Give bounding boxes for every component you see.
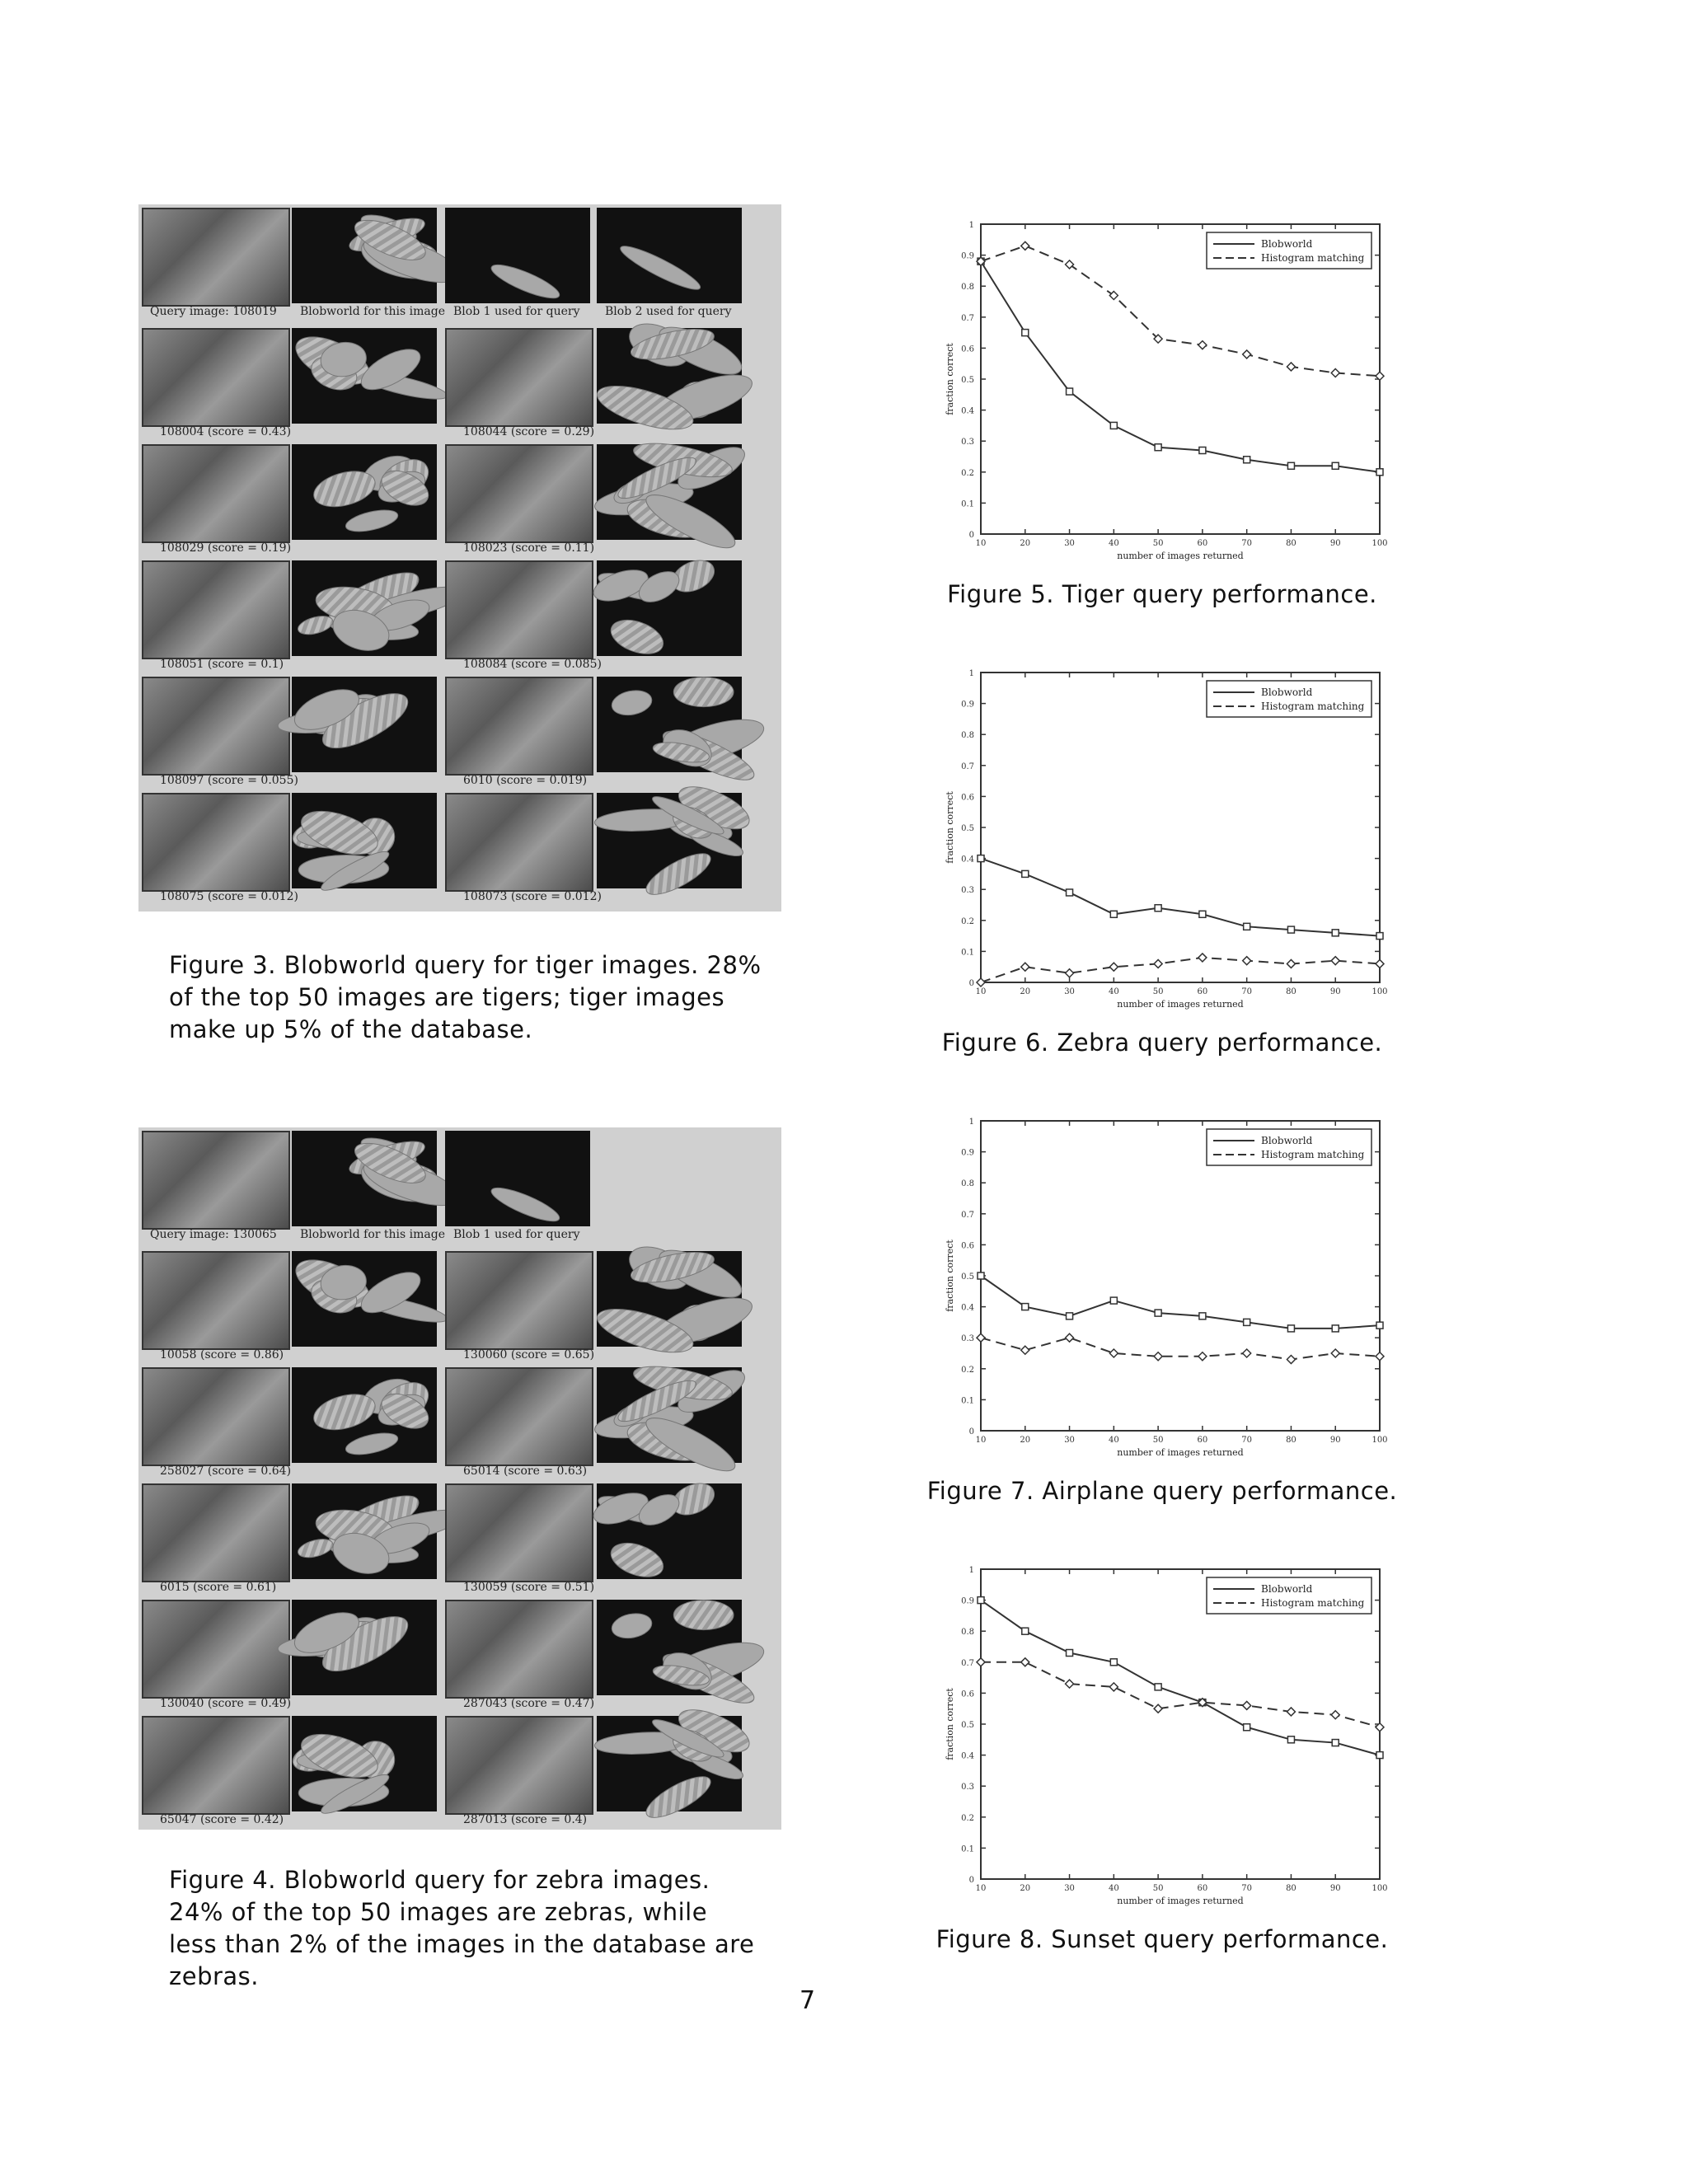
blob-representation-icon [292,1483,437,1579]
y-tick-label: 0.3 [961,438,974,448]
x-tick-label: 20 [1020,539,1031,548]
x-tick-label: 10 [975,539,987,548]
y-tick-label: 0.9 [961,251,974,261]
data-point [1332,462,1339,469]
result-score-label: 108084 (score = 0.085) [463,658,602,671]
x-tick-label: 80 [1286,987,1296,996]
blob-representation-icon [597,677,742,772]
legend-label: Histogram matching [1261,252,1365,264]
data-point [1243,957,1251,965]
data-point [1109,1683,1118,1691]
blob-representation-icon [597,1367,742,1463]
data-point [1376,959,1384,968]
data-point [1155,444,1161,451]
y-tick-label: 0.9 [961,1596,974,1606]
result-blob-image [292,1716,437,1811]
blob-representation-icon [292,560,437,656]
y-tick-label: 0.2 [961,916,974,926]
data-point [1155,1310,1161,1316]
result-blob-image [597,1483,742,1579]
x-tick-label: 10 [975,1436,987,1445]
data-point [1332,1325,1339,1332]
data-point [1287,1325,1294,1332]
header-label: Blob 1 used for query [453,1228,580,1241]
result-blob-image [292,1251,437,1347]
y-tick-label: 1 [968,1118,974,1127]
data-point [1376,469,1383,476]
x-tick-label: 80 [1286,539,1296,548]
result-image [142,677,290,776]
data-point [1199,1313,1206,1319]
result-blob-image [292,560,437,656]
y-tick-label: 0.5 [961,824,974,833]
x-tick-label: 100 [1372,1436,1388,1445]
y-tick-label: 0.5 [961,1272,974,1282]
blob-representation-icon [597,1600,742,1695]
x-tick-label: 40 [1108,539,1119,548]
result-score-label: 108051 (score = 0.1) [160,658,284,671]
query-image [142,1131,290,1230]
data-point [1110,1297,1117,1304]
y-tick-label: 0.1 [961,1844,974,1854]
data-point [1243,350,1251,359]
blob-representation-icon [292,1600,437,1695]
x-axis-label: number of images returned [1117,551,1244,561]
series-line-histogram [981,1338,1380,1359]
result-score-label: 65014 (score = 0.63) [463,1465,588,1478]
result-image [445,793,593,892]
query-image [142,208,290,307]
data-point [1066,1333,1074,1342]
y-tick-label: 0 [968,1427,974,1436]
query-blob-image [292,208,437,303]
result-image [142,328,290,427]
blob-representation-icon [445,208,590,303]
series-line-blobworld [981,1276,1380,1329]
y-tick-label: 1 [968,669,974,678]
data-point [1199,447,1206,453]
data-point [1022,330,1029,336]
result-blob-image [597,677,742,772]
header-label: Query image: 130065 [150,1228,277,1241]
result-image [142,1600,290,1699]
data-point [1376,1352,1384,1361]
header-label: Blob 2 used for query [605,305,732,318]
x-tick-label: 60 [1197,1884,1208,1893]
figure-6-caption: Figure 6. Zebra query performance. [941,1029,1383,1057]
x-tick-label: 60 [1197,539,1208,548]
x-tick-label: 70 [1241,539,1253,548]
y-tick-label: 0.9 [961,1148,974,1158]
y-axis-label: fraction correct [945,791,955,864]
y-tick-label: 0.1 [961,1396,974,1406]
data-point [1067,1313,1073,1319]
data-point [1021,963,1029,971]
result-score-label: 287043 (score = 0.47) [463,1697,595,1710]
data-point [1376,933,1383,940]
result-image [142,1367,290,1466]
data-point [1331,368,1339,377]
result-score-label: 65047 (score = 0.42) [160,1813,284,1826]
blob-representation-icon [597,328,742,424]
blob-representation-icon [292,444,437,540]
data-point [1022,870,1029,877]
blob-representation-icon [292,208,437,303]
result-image [142,1716,290,1815]
y-tick-label: 0.1 [961,499,974,509]
result-score-label: 108044 (score = 0.29) [463,425,595,438]
result-score-label: 130060 (score = 0.65) [463,1348,595,1361]
figure-7-caption: Figure 7. Airplane query performance. [926,1477,1398,1505]
x-tick-label: 90 [1329,1884,1341,1893]
data-point [1287,462,1294,469]
series-line-blobworld [981,261,1380,472]
y-tick-label: 0.4 [961,1751,974,1761]
y-tick-label: 0.3 [961,1334,974,1344]
data-point [1243,1701,1251,1709]
x-tick-label: 100 [1372,1884,1388,1893]
result-blob-image [292,1367,437,1463]
result-score-label: 6015 (score = 0.61) [160,1581,277,1594]
y-axis-label: fraction correct [945,343,955,415]
result-image [445,1483,593,1582]
data-point [1331,1349,1339,1357]
x-tick-label: 30 [1064,1884,1075,1893]
x-tick-label: 70 [1241,987,1253,996]
blob-representation-icon [445,1131,590,1226]
result-image [142,1251,290,1350]
data-point [1110,911,1117,917]
x-tick-label: 100 [1372,987,1388,996]
result-image [142,560,290,659]
y-tick-label: 1 [968,221,974,230]
plot-frame [981,673,1380,982]
data-point [1243,1349,1251,1357]
x-tick-label: 50 [1152,1884,1164,1893]
result-score-label: 258027 (score = 0.64) [160,1465,292,1478]
blob-representation-icon [292,328,437,424]
result-score-label: 130059 (score = 0.51) [463,1581,595,1594]
chart-zebra-performance [940,661,1388,1017]
x-axis-label: number of images returned [1117,1447,1244,1458]
result-image [445,1251,593,1350]
data-point [1332,930,1339,936]
y-tick-label: 0.6 [961,1241,974,1251]
data-point [1154,959,1162,968]
legend-label: Histogram matching [1261,1149,1365,1160]
figure-3-caption: Figure 3. Blobworld query for tiger images. 28% of the top 50 images are tigers; tiger images make up 5% of the database. [169,951,762,1043]
data-point [978,855,984,862]
x-tick-label: 50 [1152,1436,1164,1445]
y-tick-label: 0.2 [961,468,974,478]
data-point [1067,388,1073,395]
x-tick-label: 30 [1064,539,1075,548]
data-point [1287,1356,1295,1364]
data-point [1244,923,1250,930]
result-blob-image [597,1716,742,1811]
y-tick-label: 0.4 [961,1303,974,1313]
blob-representation-icon [597,444,742,540]
x-axis-label: number of images returned [1117,1896,1244,1906]
result-score-label: 6010 (score = 0.019) [463,774,588,787]
data-point [1022,1628,1029,1634]
query-blob-image [292,1131,437,1226]
result-image [445,1716,593,1815]
legend-label: Histogram matching [1261,1597,1365,1609]
blob-representation-icon [597,208,742,303]
header-label: Blobworld for this image [300,305,446,318]
data-point [1109,1349,1118,1357]
result-blob-image [292,1600,437,1695]
x-tick-label: 70 [1241,1884,1253,1893]
series-line-blobworld [981,1601,1380,1755]
chart-tiger-performance [940,213,1388,569]
result-score-label: 108075 (score = 0.012) [160,890,298,903]
data-point [977,978,985,987]
header-label: Blobworld for this image [300,1228,446,1241]
data-point [1199,911,1206,917]
y-tick-label: 0.6 [961,344,974,354]
data-point [1022,1304,1029,1310]
y-tick-label: 0.7 [961,1210,974,1220]
y-tick-label: 0.6 [961,1690,974,1699]
series-line-histogram [981,958,1380,982]
y-tick-label: 1 [968,1566,974,1575]
result-blob-image [292,444,437,540]
blob-representation-icon [597,1483,742,1579]
data-point [977,1333,985,1342]
y-tick-label: 0.7 [961,1658,974,1668]
result-blob-image [292,328,437,424]
header-label: Blob 1 used for query [453,305,580,318]
data-point [1287,1708,1295,1716]
x-tick-label: 80 [1286,1436,1296,1445]
result-blob-image [597,1600,742,1695]
data-point [1287,959,1295,968]
x-tick-label: 20 [1020,987,1031,996]
legend-label: Blobworld [1261,1135,1313,1146]
result-blob-image [597,560,742,656]
blob-representation-icon [597,560,742,656]
x-tick-label: 30 [1064,1436,1075,1445]
header-label: Query image: 108019 [150,305,277,318]
y-tick-label: 0.8 [961,1628,974,1638]
plot-frame [981,1121,1380,1431]
y-tick-label: 0 [968,531,974,540]
x-tick-label: 40 [1108,1436,1119,1445]
blob-representation-icon [292,1131,437,1226]
chart-airplane-performance [940,1109,1388,1465]
chart-sunset-performance [940,1558,1388,1914]
x-tick-label: 20 [1020,1884,1031,1893]
result-image [445,560,593,659]
legend-label: Blobworld [1261,1583,1313,1595]
x-tick-label: 100 [1372,539,1388,548]
blob-representation-icon [597,1251,742,1347]
data-point [978,1597,984,1604]
data-point [1066,1680,1074,1688]
blob-representation-icon [597,793,742,888]
blob-representation-icon [292,1367,437,1463]
result-blob-image [597,1367,742,1463]
data-point [1066,969,1074,977]
series-line-blobworld [981,859,1380,936]
result-score-label: 130040 (score = 0.49) [160,1697,292,1710]
y-tick-label: 0.5 [961,1721,974,1730]
y-tick-label: 0.2 [961,1813,974,1823]
y-tick-label: 0.7 [961,762,974,771]
result-image [142,793,290,892]
y-tick-label: 0.7 [961,313,974,323]
data-point [1198,341,1207,349]
data-point [1244,457,1250,463]
x-tick-label: 40 [1108,1884,1119,1893]
legend-label: Blobworld [1261,238,1313,250]
x-tick-label: 90 [1329,987,1341,996]
x-tick-label: 60 [1197,987,1208,996]
plot-frame [981,1569,1380,1879]
data-point [1021,1658,1029,1666]
data-point [1110,1659,1117,1666]
data-point [1376,1752,1383,1759]
result-score-label: 108073 (score = 0.012) [463,890,602,903]
y-tick-label: 0.3 [961,886,974,896]
page-number: 7 [799,1986,816,2015]
y-tick-label: 0.3 [961,1783,974,1793]
y-tick-label: 0.4 [961,855,974,865]
y-tick-label: 0.8 [961,1179,974,1189]
data-point [1198,1352,1207,1361]
data-point [1109,963,1118,971]
data-point [1287,926,1294,933]
result-blob-image [292,1483,437,1579]
x-tick-label: 50 [1152,539,1164,548]
query-blob-image [597,208,742,303]
figure-8-caption: Figure 8. Sunset query performance. [935,1925,1389,1953]
result-blob-image [597,444,742,540]
x-axis-label: number of images returned [1117,999,1244,1010]
result-score-label: 108097 (score = 0.055) [160,774,298,787]
legend-label: Blobworld [1261,687,1313,698]
x-tick-label: 40 [1108,987,1119,996]
x-tick-label: 90 [1329,539,1341,548]
result-score-label: 10058 (score = 0.86) [160,1348,284,1361]
data-point [1067,1650,1073,1657]
x-tick-label: 50 [1152,987,1164,996]
data-point [1376,1322,1383,1329]
y-tick-label: 0.1 [961,948,974,958]
y-tick-label: 0.8 [961,731,974,741]
y-tick-label: 0.8 [961,283,974,293]
blob-representation-icon [292,1716,437,1811]
figure-4-caption: Figure 4. Blobworld query for zebra images. 24% of the top 50 images are zebras, while less than 2% of the images in the database are zebras. [169,1866,755,1990]
data-point [1331,1711,1339,1719]
x-tick-label: 10 [975,987,987,996]
y-tick-label: 0.2 [961,1365,974,1375]
query-blob-image [445,1131,590,1226]
result-score-label: 108004 (score = 0.43) [160,425,292,438]
blob-representation-icon [292,793,437,888]
result-image [445,1600,593,1699]
figure-4-panel [138,1127,781,1830]
data-point [1287,1736,1294,1743]
data-point [1198,954,1207,962]
data-point [1154,1352,1162,1361]
data-point [1021,241,1029,250]
y-tick-label: 0.6 [961,793,974,803]
figure-3-panel [138,204,781,912]
y-tick-label: 0 [968,1876,974,1885]
figure-5-caption: Figure 5. Tiger query performance. [947,580,1377,608]
data-point [1287,363,1295,371]
data-point [1021,1346,1029,1354]
x-tick-label: 80 [1286,1884,1296,1893]
data-point [977,1658,985,1666]
result-image [142,1483,290,1582]
data-point [1331,957,1339,965]
blob-representation-icon [292,1251,437,1347]
result-image [445,1367,593,1466]
legend-label: Histogram matching [1261,701,1365,712]
result-image [445,328,593,427]
data-point [978,1272,984,1279]
result-score-label: 287013 (score = 0.4) [463,1813,588,1826]
data-point [1244,1724,1250,1731]
result-blob-image [597,793,742,888]
data-point [1244,1319,1250,1325]
result-blob-image [292,793,437,888]
x-tick-label: 10 [975,1884,987,1893]
result-score-label: 108023 (score = 0.11) [463,541,595,555]
x-tick-label: 60 [1197,1436,1208,1445]
x-tick-label: 30 [1064,987,1075,996]
blob-representation-icon [292,677,437,772]
y-tick-label: 0 [968,979,974,988]
result-blob-image [597,328,742,424]
y-tick-label: 0.4 [961,406,974,416]
y-tick-label: 0.5 [961,376,974,385]
result-blob-image [292,677,437,772]
x-tick-label: 70 [1241,1436,1253,1445]
result-image [445,444,593,543]
result-score-label: 108029 (score = 0.19) [160,541,292,555]
data-point [1155,1684,1161,1690]
blob-representation-icon [597,1716,742,1811]
data-point [1067,889,1073,896]
y-tick-label: 0.9 [961,700,974,710]
result-image [445,677,593,776]
result-blob-image [597,1251,742,1347]
data-point [1154,1704,1162,1713]
result-image [142,444,290,543]
y-axis-label: fraction correct [945,1688,955,1760]
query-blob-image [445,208,590,303]
plot-frame [981,224,1380,534]
x-tick-label: 90 [1329,1436,1341,1445]
x-tick-label: 20 [1020,1436,1031,1445]
data-point [1110,422,1117,429]
data-point [1332,1740,1339,1746]
y-axis-label: fraction correct [945,1240,955,1312]
data-point [1155,905,1161,912]
